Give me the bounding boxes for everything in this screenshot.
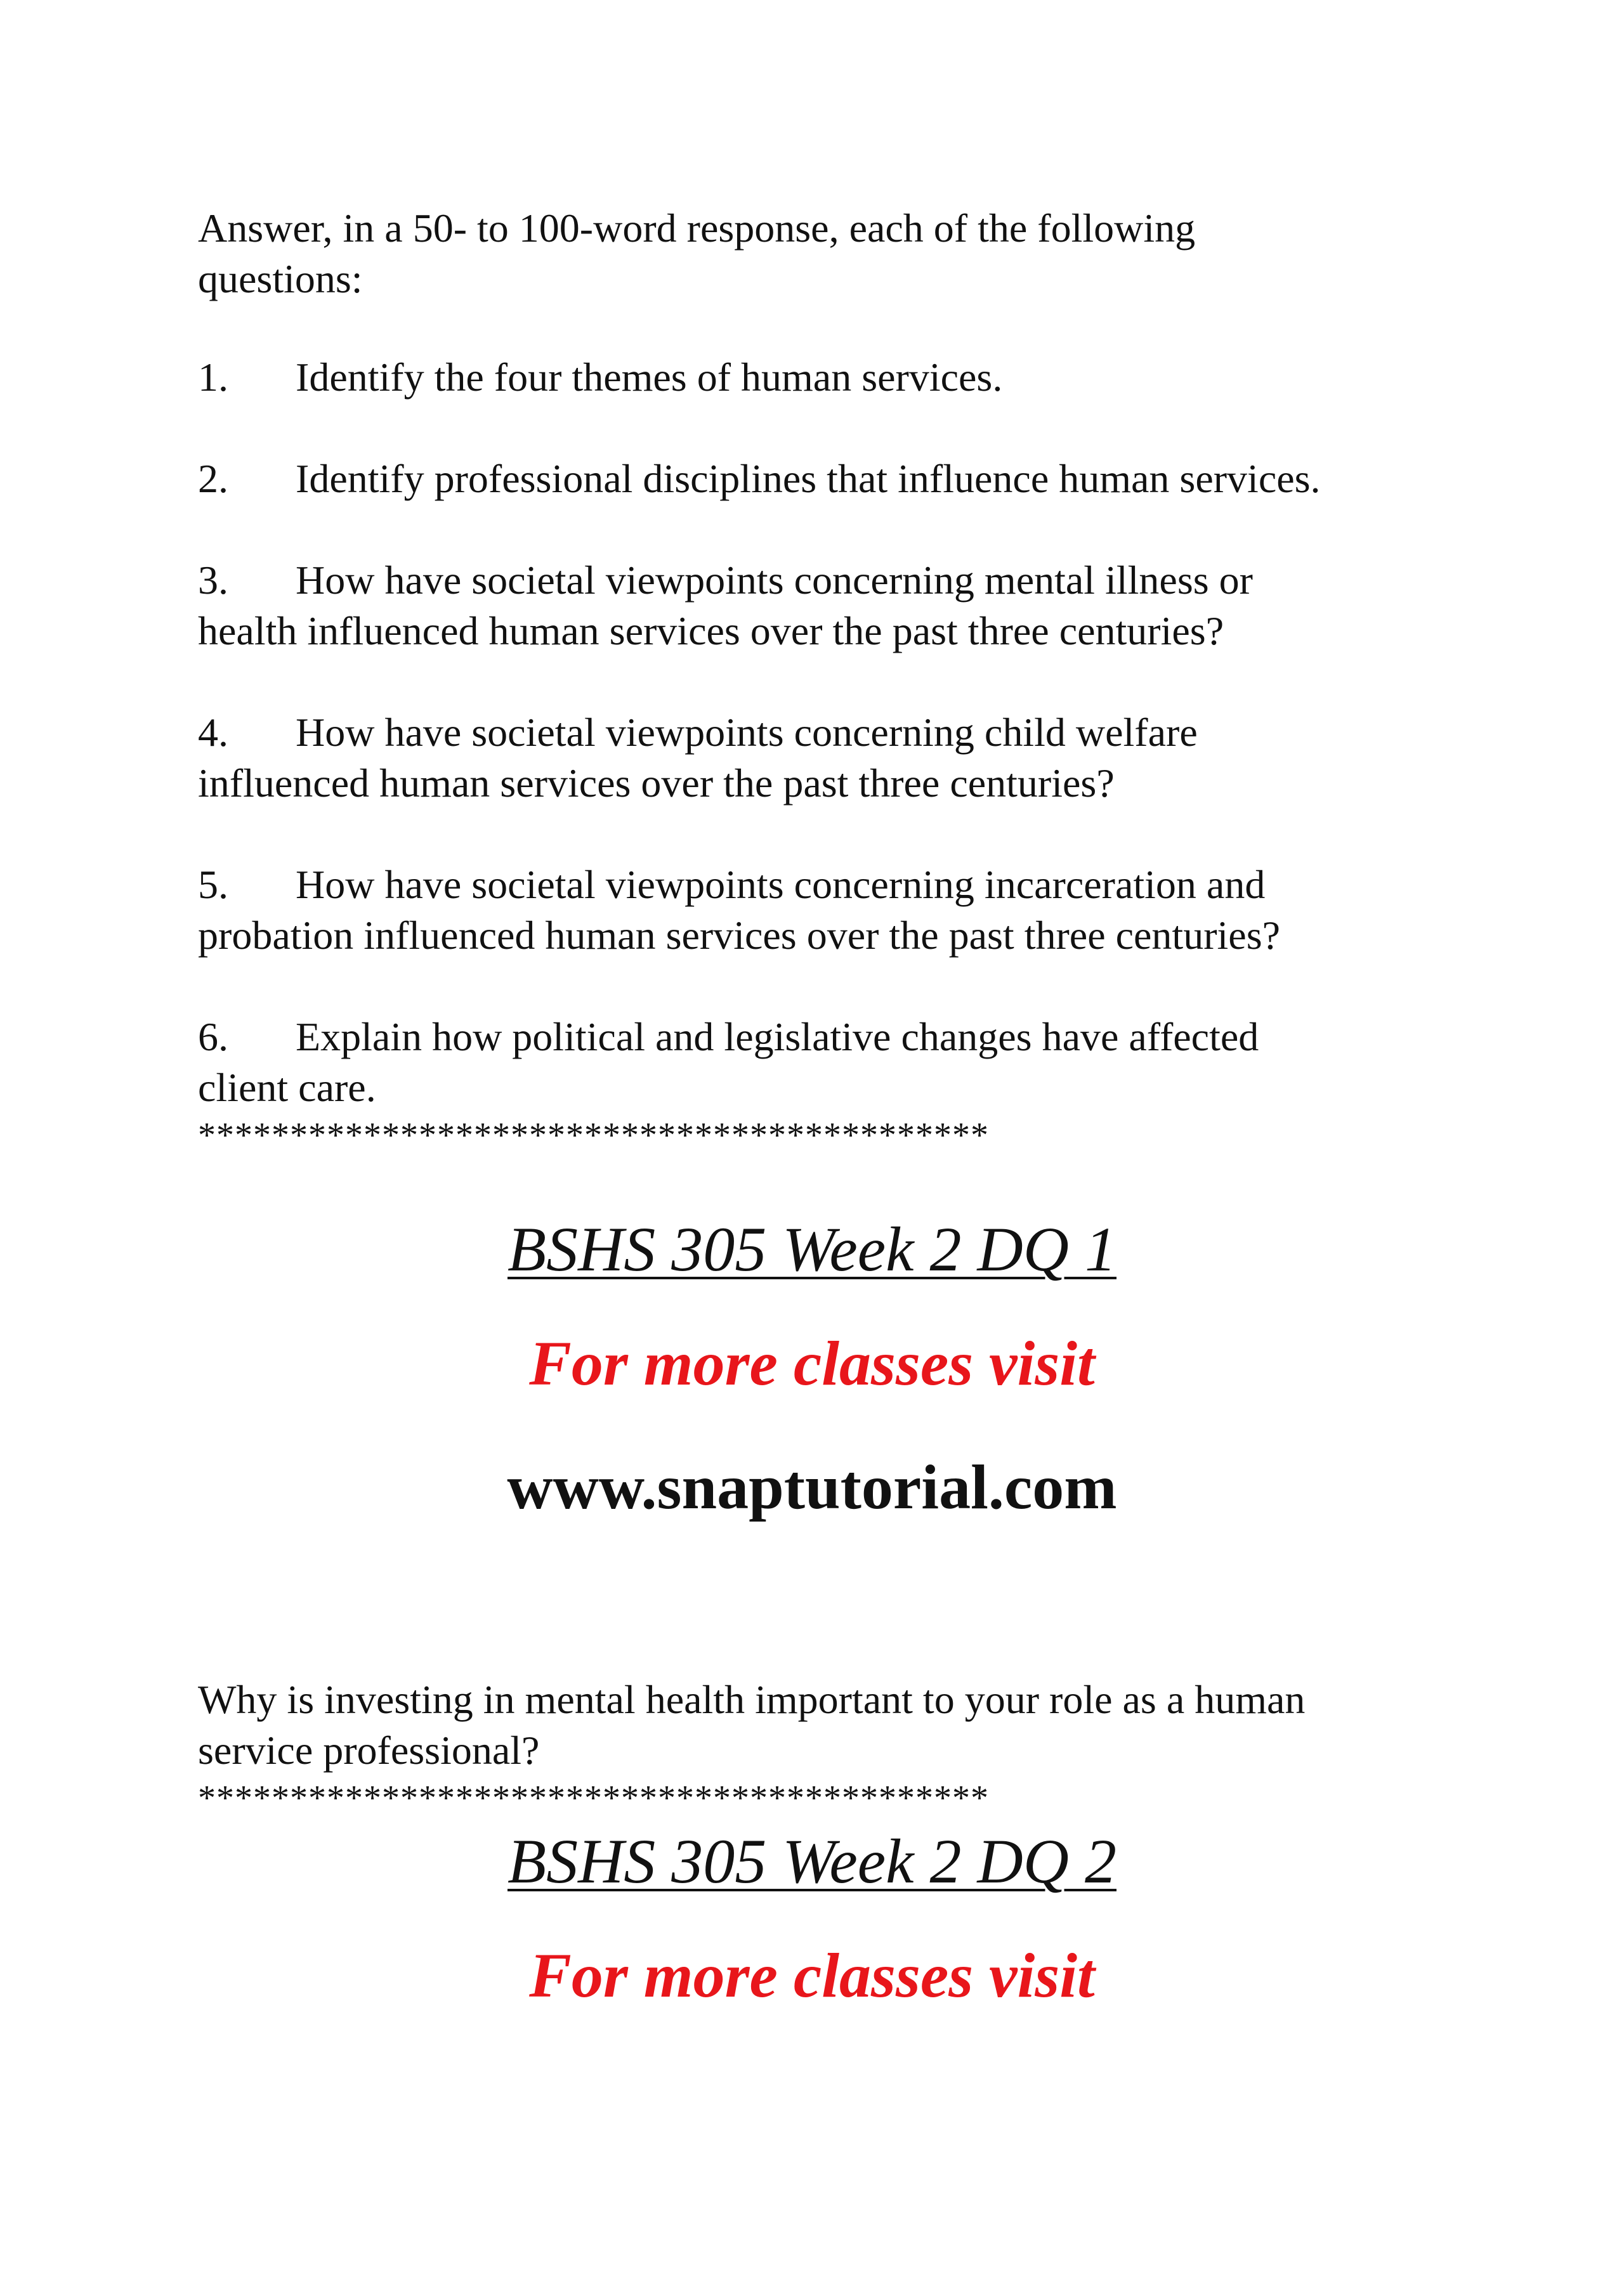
intro-line-2: questions:	[198, 256, 363, 301]
dq1-website: www.snaptutorial.com	[507, 1452, 1117, 1522]
question-text: How have societal viewpoints concerning child welfare	[296, 710, 1198, 755]
question-number: 2.	[198, 456, 228, 501]
intro-line-1: Answer, in a 50- to 100-word response, each of the following	[198, 205, 1196, 251]
question-text-continued: influenced human services over the past three centuries?	[198, 760, 1115, 806]
dq1-promo-text: For more classes visit	[529, 1328, 1095, 1399]
question-number: 1.	[198, 355, 228, 400]
question-text: How have societal viewpoints concerning incarceration and	[296, 862, 1266, 907]
question-number: 5.	[198, 862, 228, 907]
question-number: 4.	[198, 710, 228, 755]
question-text: How have societal viewpoints concerning mental illness or	[296, 558, 1253, 603]
dq2-title: BSHS 305 Week 2 DQ 2	[507, 1826, 1116, 1896]
dq1-title: BSHS 305 Week 2 DQ 1	[507, 1214, 1116, 1284]
question-item-3	[198, 555, 1441, 656]
question-item-5	[198, 859, 1441, 961]
question-text: Identify professional disciplines that influence human services.	[296, 456, 1321, 501]
separator-asterisks: *******************************************	[198, 1778, 989, 1818]
question-item-1	[198, 352, 1441, 403]
question-item-4	[198, 707, 1441, 809]
dq1-question-line-1: Why is investing in mental health important to your role as a human	[198, 1677, 1306, 1722]
question-item-2	[198, 453, 1441, 504]
question-text-continued: client care.	[198, 1065, 376, 1110]
question-text-continued: health influenced human services over the past three centuries?	[198, 608, 1224, 653]
intro-paragraph	[198, 203, 1441, 304]
question-item-6	[198, 1012, 1441, 1113]
question-number: 6.	[198, 1014, 228, 1059]
question-text: Explain how political and legislative changes have affected	[296, 1014, 1259, 1059]
question-text: Identify the four themes of human services.	[296, 355, 1003, 400]
dq2-promo-text: For more classes visit	[529, 1940, 1095, 2011]
separator-asterisks: *******************************************	[198, 1116, 989, 1155]
dq1-question-line-2: service professional?	[198, 1728, 540, 1773]
question-text-continued: probation influenced human services over the past three centuries?	[198, 913, 1280, 958]
dq1-question	[198, 1674, 1441, 1776]
question-number: 3.	[198, 558, 228, 603]
